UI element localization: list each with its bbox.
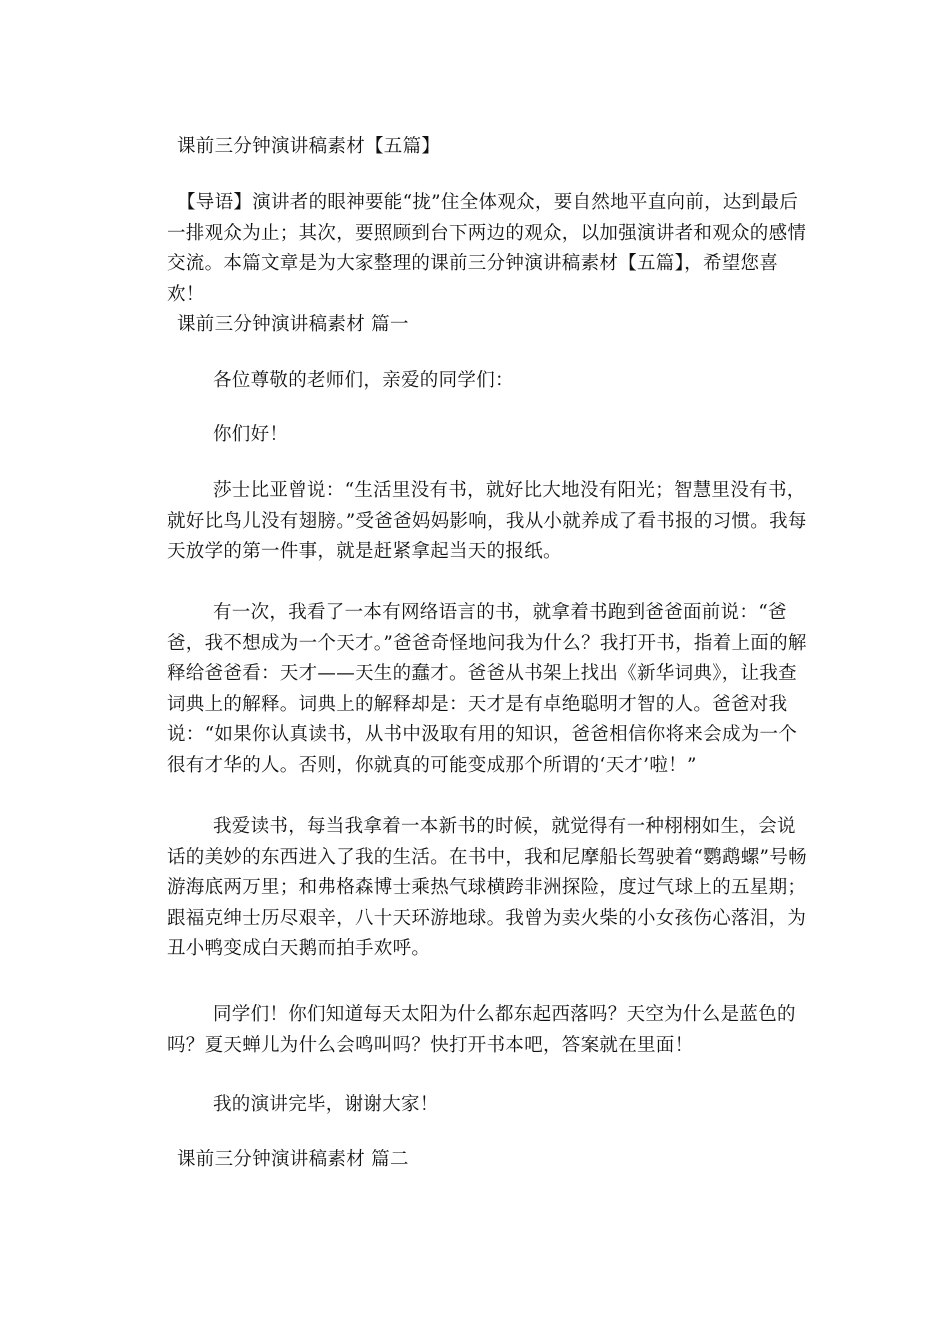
document-title: 课前三分钟演讲稿素材【五篇】 bbox=[177, 136, 441, 157]
section-heading-1: 课前三分钟演讲稿素材 篇一 bbox=[177, 314, 409, 335]
hello-line: 你们好！ bbox=[213, 424, 289, 445]
closing-line: 我的演讲完毕，谢谢大家！ bbox=[213, 1094, 439, 1115]
greeting-line: 各位尊敬的老师们，亲爱的同学们： bbox=[213, 370, 514, 391]
section-heading-2: 课前三分钟演讲稿素材 篇二 bbox=[177, 1149, 409, 1170]
body-paragraph-2: 有一次，我看了一本有网络语言的书，就拿着书跑到爸爸面前说：“爸爸，我不想成为一个天才。”爸爸奇怪地问我为什么？我打开书，指着上面的解释给爸爸看：天才——天生的蠢才。爸爸从书架上找出《新华词典》，让我查词典上的解释。词典上的解释却是：天才是有卓绝聪明才智的人。爸爸对我说：“如果你认真读书，从书中汲取有用的知识，爸爸相信你将来会成为一个很有才华的人。否则，你就真的可能变成那个所谓的‘天才’啦！” bbox=[167, 602, 807, 776]
body-paragraph-4: 同学们！你们知道每天太阳为什么都东起西落吗？天空为什么是蓝色的吗？夏天蝉儿为什么会鸣叫吗？快打开书本吧，答案就在里面！ bbox=[167, 1004, 796, 1056]
intro-paragraph: 【导语】演讲者的眼神要能“拢”住全体观众，要自然地平直向前，达到最后一排观众为止；其次，要照顾到台下两边的观众，以加强演讲者和观众的感情交流。本篇文章是为大家整理的课前三分钟演讲稿素材【五篇】，希望您喜欢！ bbox=[167, 192, 807, 305]
body-paragraph-3: 我爱读书，每当我拿着一本新书的时候，就觉得有一种栩栩如生，会说话的美妙的东西进入了我的生活。在书中，我和尼摩船长驾驶着“鹦鹉螺”号畅游海底两万里；和弗格森博士乘热气球横跨非洲探险，度过气球上的五星期；跟福克绅士历尽艰辛，八十天环游地球。我曾为卖火柴的小女孩伤心落泪，为丑小鸭变成白天鹅而拍手欢呼。 bbox=[167, 816, 807, 959]
body-paragraph-1: 莎士比亚曾说：“生活里没有书，就好比大地没有阳光；智慧里没有书，就好比鸟儿没有翅膀。”受爸爸妈妈影响，我从小就养成了看书报的习惯。我每天放学的第一件事，就是赶紧拿起当天的报纸。 bbox=[167, 480, 807, 562]
